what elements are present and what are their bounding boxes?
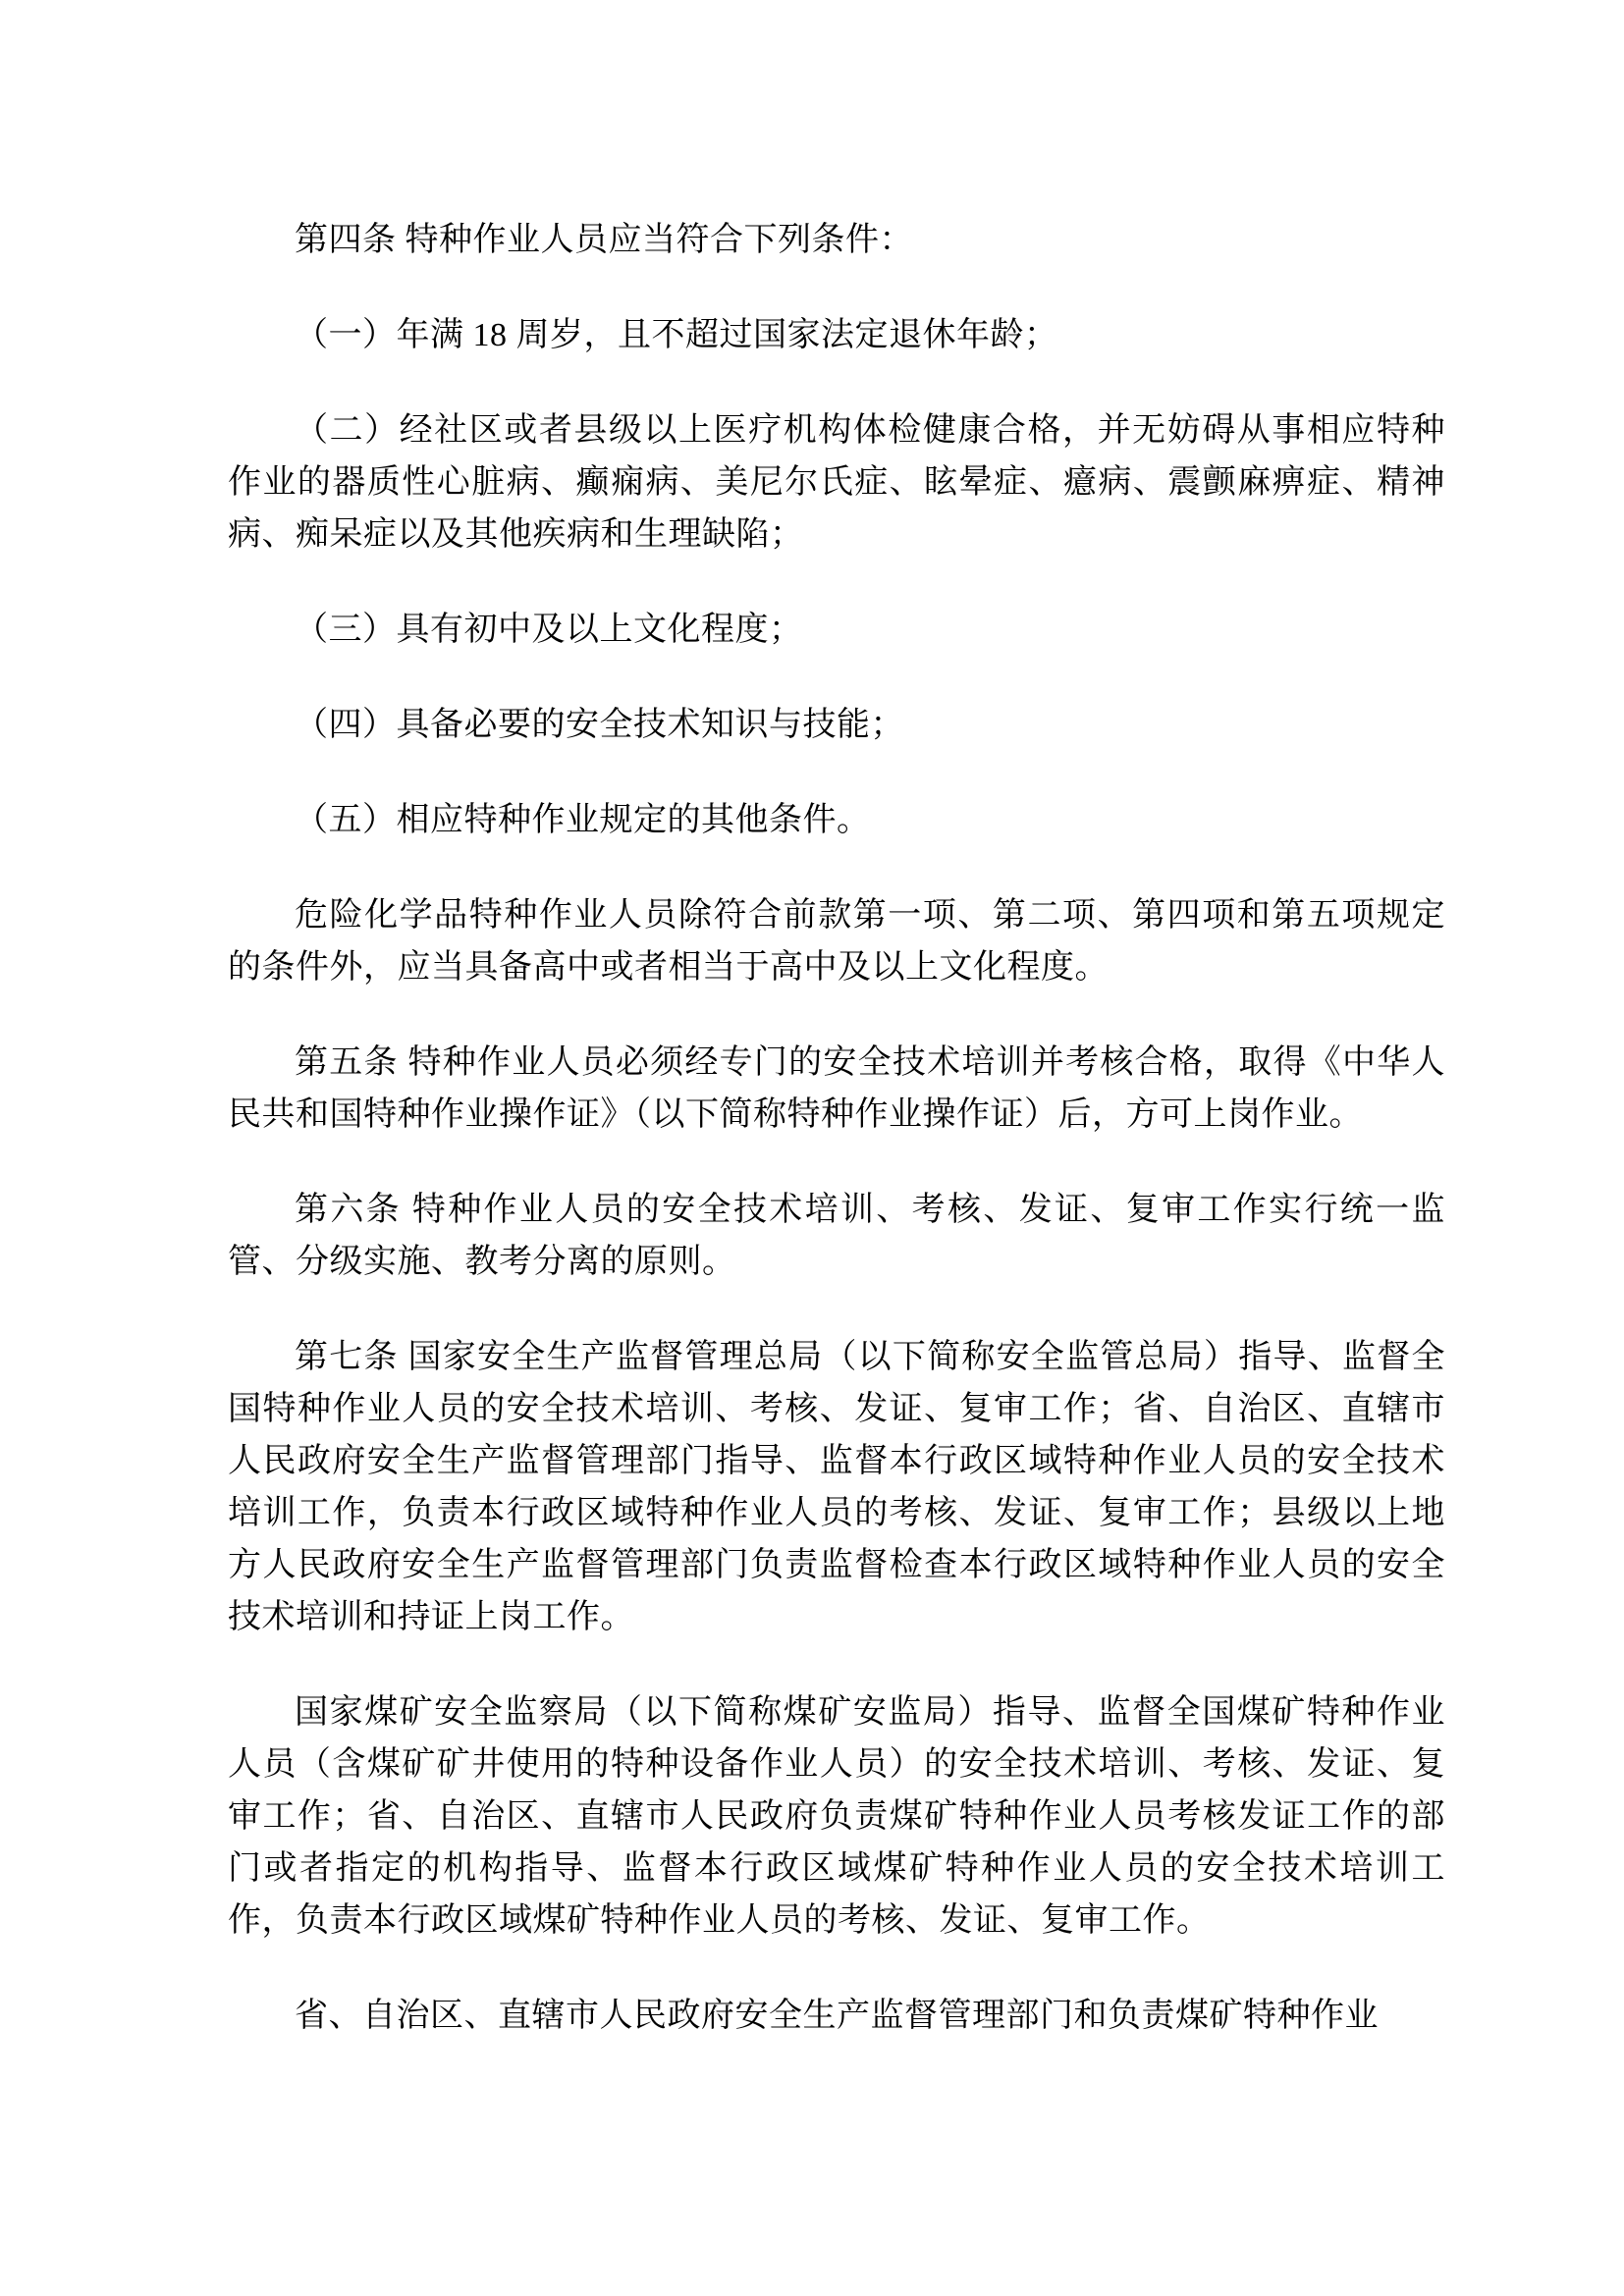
paragraph: （五）相应特种作业规定的其他条件。 [295,802,871,838]
paragraph: （四）具备必要的安全技术知识与技能； [295,707,904,743]
paragraph: 省、自治区、直辖市人民政府安全生产监督管理部门和负责煤矿特种作业 [295,1998,1379,2034]
paragraph: 第四条 特种作业人员应当符合下列条件： [295,222,913,258]
paragraph: 第五条 特种作业人员必须经专门的安全技术培训并考核合格，取得《中华人民共和国特种作业操作证》（以下简称特种作业操作证）后，方可上岗作业。 [228,1044,1445,1133]
paragraph: 第六条 特种作业人员的安全技术培训、考核、发证、复审工作实行统一监管、分级实施、教考分离的原则。 [228,1192,1445,1280]
paragraph: 危险化学品特种作业人员除符合前款第一项、第二项、第四项和第五项规定的条件外，应当具备高中或者相当于高中及以上文化程度。 [228,897,1445,986]
paragraph: （一）年满 18 周岁，且不超过国家法定退休年龄； [295,317,1058,353]
paragraph: （三）具有初中及以上文化程度； [295,612,803,648]
paragraph: （二）经社区或者县级以上医疗机构体检健康合格，并无妨碍从事相应特种作业的器质性心脏病、癫痫病、美尼尔氏症、眩晕症、癔病、震颤麻痹症、精神病、痴呆症以及其他疾病和生理缺陷； [228,412,1445,553]
paragraph: 第七条 国家安全生产监督管理总局（以下简称安全监管总局）指导、监督全国特种作业人员的安全技术培训、考核、发证、复审工作；省、自治区、直辖市人民政府安全生产监督管理部门指导、监督本行政区域特种作业人员的安全技术培训工作，负责本行政区域特种作业人员的考核、发证、复审工作；县级以上地方人民政府安全生产监督管理部门负责监督检查本行政区域特种作业人员的安全技术培训和持证上岗工作。 [228,1339,1445,1635]
document-body [228,214,1445,2042]
paragraph: 国家煤矿安全监察局（以下简称煤矿安监局）指导、监督全国煤矿特种作业人员（含煤矿矿井使用的特种设备作业人员）的安全技术培训、考核、发证、复审工作；省、自治区、直辖市人民政府负责煤矿特种作业人员考核发证工作的部门或者指定的机构指导、监督本行政区域煤矿特种作业人员的安全技术培训工作，负责本行政区域煤矿特种作业人员的考核、发证、复审工作。 [228,1694,1445,1939]
